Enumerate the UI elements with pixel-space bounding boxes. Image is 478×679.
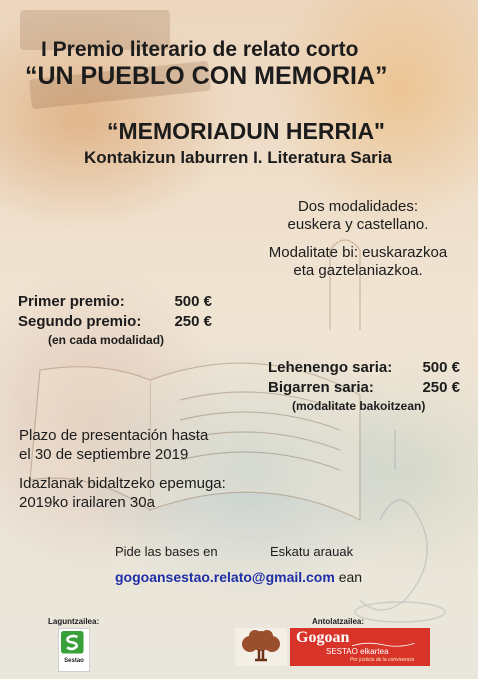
first-prize-amount-es: 500 €: [174, 293, 212, 310]
organizer-sub: SESTAO elkartea: [326, 647, 389, 656]
sponsor-label: Laguntzailea:: [48, 617, 100, 626]
organizer-name: Gogoan: [296, 629, 350, 646]
modalities-es-line2: euskera y castellano.: [287, 216, 429, 233]
bases-eu: Eskatu arauak: [270, 544, 354, 559]
second-prize-amount-eu: 250 €: [422, 379, 460, 396]
title-eu-line2: Kontakizun laburren I. Literatura Saria: [84, 148, 392, 167]
first-prize-amount-eu: 500 €: [422, 359, 460, 376]
deadline-es-line1: Plazo de presentación hasta: [19, 427, 209, 444]
second-prize-amount-es: 250 €: [174, 313, 212, 330]
deadline-es-line2: el 30 de septiembre 2019: [19, 446, 189, 463]
email-suffix: ean: [338, 569, 363, 585]
email-line: [115, 569, 362, 585]
second-prize-label-eu: Bigarren saria:: [268, 379, 374, 396]
title-eu-line1: “MEMORIADUN HERRIA": [107, 118, 385, 144]
prize-note-eu: (modalitate bakoitzean): [292, 399, 426, 413]
second-prize-label-es: Segundo premio:: [18, 313, 142, 330]
modalities-eu-line2: eta gaztelaniazkoa.: [293, 262, 423, 279]
sponsor-logo-text: Sestao: [64, 658, 84, 664]
organizer-logo: [290, 628, 430, 666]
wave-decoration-icon: [290, 641, 430, 649]
title-es-line1: I Premio literario de relato corto: [41, 38, 359, 61]
deadline-eu-line2: 2019ko irailaren 30a: [19, 494, 155, 511]
first-prize-label-eu: Lehenengo saria:: [268, 359, 393, 376]
modalities-eu-line1: Modalitate bi: euskarazkoa: [268, 244, 448, 261]
bases-es: Pide las bases en: [115, 544, 218, 559]
email-link[interactable]: gogoansestao.relato@gmail.com: [115, 569, 335, 585]
sponsor-logo: [58, 628, 90, 672]
tree-icon: [235, 628, 287, 666]
organizer-tagline: Por justicia de la convivencia: [350, 657, 415, 663]
organizer-label: Antolatzailea:: [312, 617, 365, 626]
title-es-line2: “UN PUEBLO CON MEMORIA”: [25, 62, 388, 90]
deadline-eu-line1: Idazlanak bidaltzeko epemuga:: [19, 475, 226, 492]
modalities-es-line1: Dos modalidades:: [297, 198, 419, 215]
prize-note-es: (en cada modalidad): [48, 333, 165, 347]
sestao-s-icon: [61, 631, 87, 657]
first-prize-label-es: Primer premio:: [18, 293, 125, 310]
